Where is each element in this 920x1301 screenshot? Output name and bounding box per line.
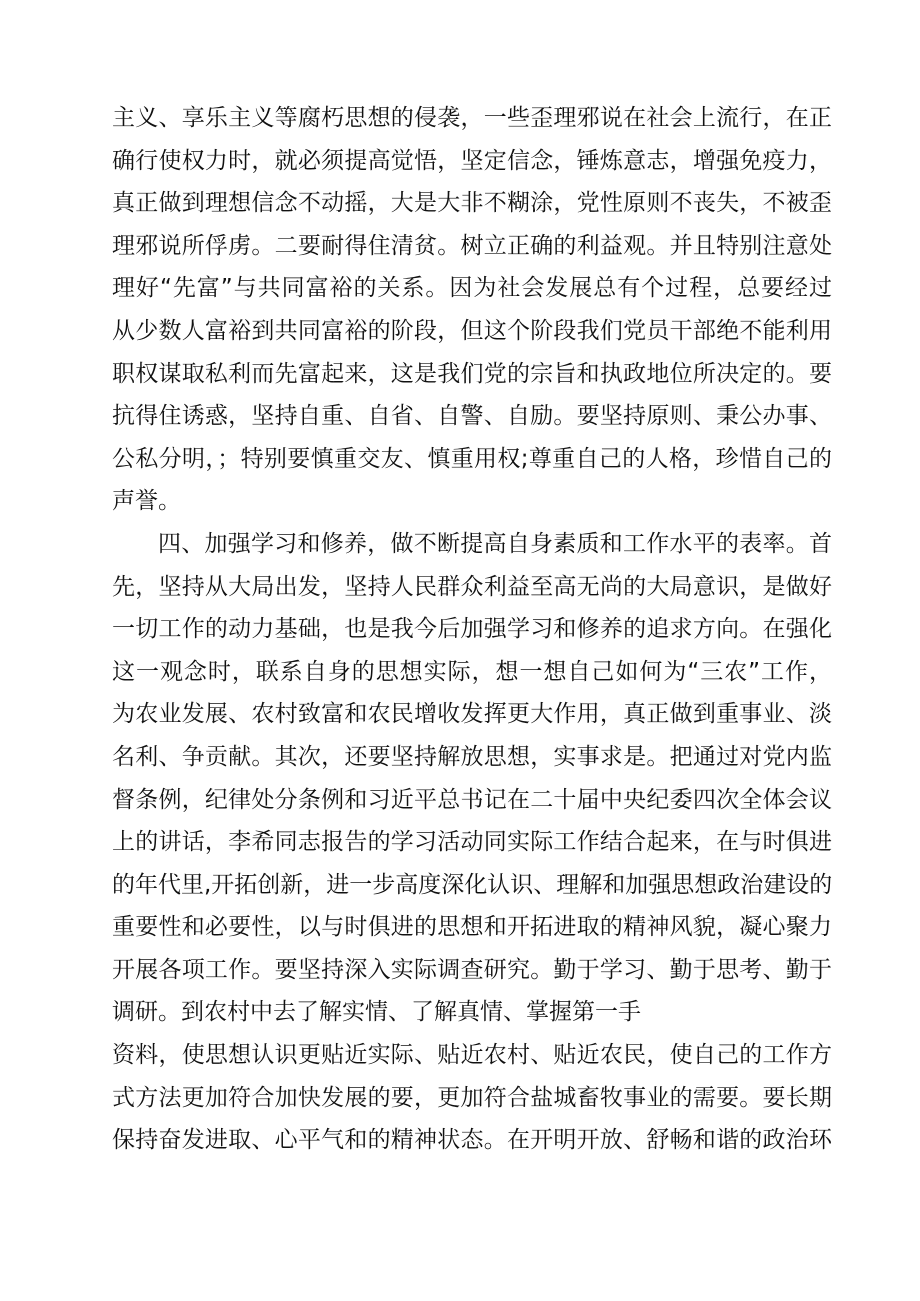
text-line-2: 确行使权力时，就必须提高觉悟，坚定信念，锤炼意志，增强免疫力， — [112, 147, 832, 174]
text-line-16: 名利、争贡献。其次，还要坚持解放思想，实事求是。把通过对党内监 — [112, 743, 832, 770]
text-line-9: 公私分明，；特别要慎重交友、慎重用权;尊重自己的人格，珍惜自己的 — [112, 445, 832, 472]
text-line-21: 开展各项工作。要坚持深入实际调查研究。勤于学习、勤于思考、勤于 — [112, 956, 832, 983]
text-line-10: 声誉。 — [112, 488, 181, 515]
text-line-1: 主义、享乐主义等腐朽思想的侵袭，一些歪理邪说在社会上流行，在正 — [112, 105, 832, 131]
text-line-6: 从少数人富裕到共同富裕的阶段，但这个阶段我们党员干部绝不能利用 — [112, 317, 832, 344]
text-line-7: 职权谋取私利而先富起来，这是我们党的宗旨和执政地位所决定的。要 — [112, 360, 832, 387]
text-line-22: 调研。到农村中去了解实情、了解真情、掌握第一手 — [112, 999, 641, 1026]
text-line-5: 理好“先富”与共同富裕的关系。因为社会发展总有个过程，总要经过 — [112, 275, 832, 302]
text-line-23: 资料，使思想认识更贴近实际、贴近农村、贴近农民，使自己的工作方 — [112, 1042, 832, 1069]
text-line-13: 一切工作的动力基础，也是我今后加强学习和修养的追求方向。在强化 — [112, 616, 832, 643]
text-line-12: 先，坚持从大局出发，坚持人民群众利益至高无尚的大局意识，是做好 — [112, 573, 832, 600]
text-line-20: 重要性和必要性，以与时俱进的思想和开拓进取的精神风貌，凝心聚力 — [112, 914, 832, 941]
text-line-19: 的年代里,开拓创新，进一步高度深化认识、理解和加强思想政治建设的 — [112, 871, 833, 898]
text-line-4: 理邪说所俘虏。二要耐得住清贫。树立正确的利益观。并且特别注意处 — [112, 232, 832, 259]
text-line-14: 这一观念时，联系自身的思想实际，想一想自己如何为“三农”工作， — [112, 658, 832, 685]
text-line-24: 式方法更加符合加快发展的要，更加符合盐城畜牧事业的需要。要长期 — [112, 1084, 832, 1111]
section-heading-line: 四、加强学习和修养，做不断提高自身素质和工作水平的表率。首 — [158, 530, 832, 557]
text-line-3: 真正做到理想信念不动摇，大是大非不糊涂，党性原则不丧失，不被歪 — [112, 190, 832, 217]
text-line-17: 督条例，纪律处分条例和习近平总书记在二十届中央纪委四次全体会议 — [112, 786, 832, 813]
text-line-25: 保持奋发进取、心平气和的精神状态。在开明开放、舒畅和谐的政治环 — [112, 1127, 832, 1154]
text-line-18: 上的讲话，李希同志报告的学习活动同实际工作结合起来，在与时俱进 — [112, 829, 832, 856]
text-line-8: 抗得住诱惑，坚持自重、自省、自警、自励。要坚持原则、秉公办事、 — [112, 403, 832, 430]
body-text — [112, 97, 832, 1162]
text-line-15: 为农业发展、农村致富和农民增收发挥更大作用，真正做到重事业、淡 — [112, 701, 832, 728]
